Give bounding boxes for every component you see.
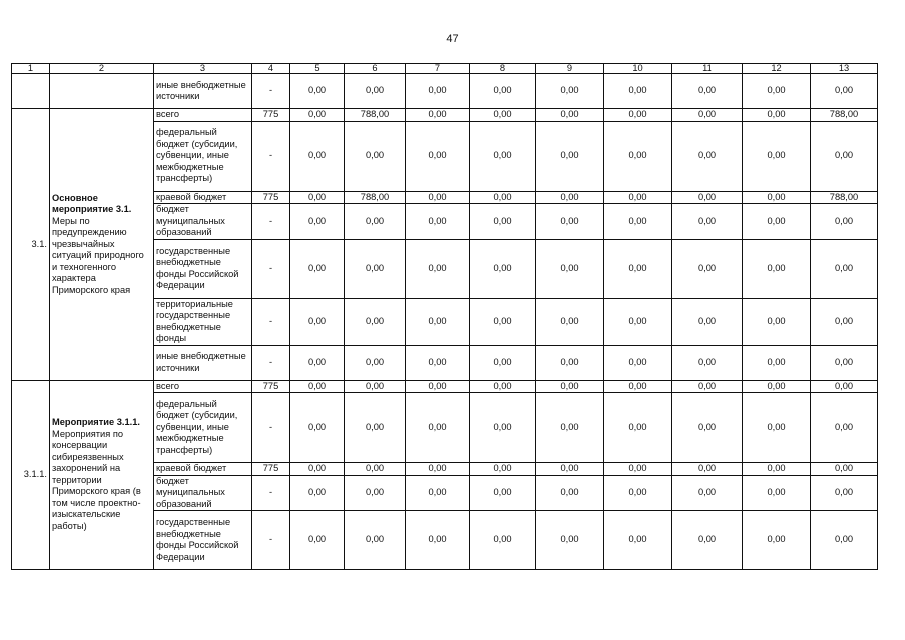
header-cell: 10 [604,64,672,74]
value-cell: 0,00 [470,191,536,204]
code-value-cell: - [252,121,290,191]
value-cell: 0,00 [743,109,811,122]
value-cell: 0,00 [672,239,743,298]
value-cell: 0,00 [470,239,536,298]
value-cell: 0,00 [536,109,604,122]
value-cell: 0,00 [743,74,811,109]
value-cell: 0,00 [672,191,743,204]
budget-table [11,63,878,570]
value-cell: 0,00 [604,393,672,463]
value-cell: 0,00 [811,511,878,570]
value-cell: 0,00 [406,74,470,109]
value-cell: 0,00 [672,475,743,511]
source-cell: всего [154,109,252,122]
value-cell: 0,00 [345,121,406,191]
value-cell: 0,00 [743,298,811,345]
value-cell: 0,00 [406,298,470,345]
code-value-cell: - [252,393,290,463]
source-cell: федеральный бюджет (субсидии, субвенции, иные межбюджетные трансферты) [154,393,252,463]
value-cell: 0,00 [290,121,345,191]
source-cell: государственные внебюджетные фонды Российской Федерации [154,511,252,570]
value-cell: 0,00 [743,380,811,393]
page-number: 47 [446,33,459,45]
value-cell: 0,00 [290,511,345,570]
header-cell: 2 [50,64,154,74]
value-cell: 0,00 [604,74,672,109]
value-cell: 0,00 [672,204,743,240]
value-cell: 0,00 [811,345,878,380]
value-cell: 0,00 [470,393,536,463]
header-cell: 13 [811,64,878,74]
entry-title: Основное мероприятие 3.1. [52,192,132,214]
value-cell: 0,00 [604,121,672,191]
code-value-cell: 775 [252,463,290,476]
code-value-cell: - [252,74,290,109]
value-cell: 0,00 [604,380,672,393]
value-cell: 0,00 [345,393,406,463]
value-cell: 0,00 [536,298,604,345]
value-cell: 0,00 [345,204,406,240]
code-value-cell: - [252,298,290,345]
value-cell: 0,00 [470,109,536,122]
value-cell: 0,00 [672,121,743,191]
source-cell: иные внебюджетные источники [154,74,252,109]
code-value-cell: - [252,345,290,380]
value-cell: 0,00 [743,393,811,463]
value-cell: 0,00 [536,475,604,511]
value-cell: 0,00 [672,463,743,476]
value-cell: 0,00 [604,475,672,511]
code-value-cell: - [252,204,290,240]
value-cell: 0,00 [743,475,811,511]
value-cell: 0,00 [345,511,406,570]
value-cell: 0,00 [743,121,811,191]
value-cell: 0,00 [406,511,470,570]
value-cell: 0,00 [536,511,604,570]
value-cell: 0,00 [290,191,345,204]
value-cell: 0,00 [604,298,672,345]
value-cell: 0,00 [811,380,878,393]
source-cell: государственные внебюджетные фонды Российской Федерации [154,239,252,298]
value-cell: 0,00 [470,380,536,393]
value-cell: 0,00 [406,380,470,393]
value-cell: 0,00 [290,463,345,476]
value-cell: 0,00 [536,204,604,240]
value-cell: 788,00 [811,191,878,204]
value-cell: 0,00 [470,511,536,570]
value-cell: 0,00 [604,345,672,380]
table-row [12,74,878,109]
header-cell: 12 [743,64,811,74]
value-cell: 0,00 [345,463,406,476]
code-value-cell: 775 [252,191,290,204]
value-cell: 0,00 [470,121,536,191]
value-cell: 0,00 [743,463,811,476]
value-cell: 0,00 [406,393,470,463]
entry-name [50,380,154,570]
code-value-cell: 775 [252,380,290,393]
value-cell: 0,00 [470,74,536,109]
source-cell: всего [154,380,252,393]
source-cell: бюджет муниципальных образований [154,204,252,240]
code-value-cell: - [252,511,290,570]
value-cell: 0,00 [406,345,470,380]
value-cell: 0,00 [470,345,536,380]
code-value-cell: - [252,475,290,511]
header-cell: 4 [252,64,290,74]
value-cell: 0,00 [604,511,672,570]
value-cell: 0,00 [406,475,470,511]
value-cell: 0,00 [672,109,743,122]
value-cell: 0,00 [672,380,743,393]
value-cell: 0,00 [345,475,406,511]
value-cell: 788,00 [811,109,878,122]
value-cell: 0,00 [470,298,536,345]
value-cell: 0,00 [743,204,811,240]
value-cell: 0,00 [406,109,470,122]
value-cell: 0,00 [406,239,470,298]
value-cell: 0,00 [672,511,743,570]
header-cell: 11 [672,64,743,74]
value-cell: 0,00 [811,298,878,345]
value-cell: 0,00 [406,191,470,204]
header-cell: 7 [406,64,470,74]
value-cell: 0,00 [406,463,470,476]
value-cell: 0,00 [536,239,604,298]
value-cell: 0,00 [811,393,878,463]
value-cell: 0,00 [743,511,811,570]
value-cell: 0,00 [604,109,672,122]
value-cell: 0,00 [811,239,878,298]
source-cell: краевой бюджет [154,191,252,204]
value-cell: 0,00 [290,393,345,463]
header-cell: 1 [12,64,50,74]
value-cell: 0,00 [470,475,536,511]
name-cell [50,74,154,109]
source-cell: федеральный бюджет (субсидии, субвенции, иные межбюджетные трансферты) [154,121,252,191]
header-cell: 3 [154,64,252,74]
value-cell: 788,00 [345,109,406,122]
value-cell: 0,00 [290,204,345,240]
value-cell: 0,00 [604,463,672,476]
source-cell: территориальные государственные внебюджетные фонды [154,298,252,345]
value-cell: 0,00 [345,345,406,380]
code-cell [12,74,50,109]
value-cell: 0,00 [406,121,470,191]
entry-title: Мероприятие 3.1.1. [52,417,140,428]
value-cell: 0,00 [290,298,345,345]
value-cell: 0,00 [290,345,345,380]
code-value-cell: - [252,239,290,298]
code-value-cell: 775 [252,109,290,122]
value-cell: 0,00 [743,191,811,204]
source-cell: иные внебюджетные источники [154,345,252,380]
value-cell: 0,00 [470,463,536,476]
value-cell: 0,00 [536,345,604,380]
value-cell: 0,00 [290,109,345,122]
header-cell: 8 [470,64,536,74]
entry-code: 3.1. [12,109,50,381]
value-cell: 0,00 [345,298,406,345]
value-cell: 0,00 [743,239,811,298]
value-cell: 0,00 [604,239,672,298]
value-cell: 0,00 [406,204,470,240]
value-cell: 0,00 [536,121,604,191]
header-row [12,64,878,74]
value-cell: 0,00 [672,393,743,463]
table-row [12,109,878,122]
source-cell: бюджет муниципальных образований [154,475,252,511]
value-cell: 0,00 [536,380,604,393]
entry-code: 3.1.1. [12,380,50,570]
header-cell: 5 [290,64,345,74]
value-cell: 0,00 [604,191,672,204]
value-cell: 0,00 [345,74,406,109]
value-cell: 0,00 [536,191,604,204]
value-cell: 0,00 [672,74,743,109]
value-cell: 0,00 [604,204,672,240]
value-cell: 0,00 [290,239,345,298]
value-cell: 0,00 [470,204,536,240]
value-cell: 0,00 [672,345,743,380]
value-cell: 788,00 [345,191,406,204]
value-cell: 0,00 [345,380,406,393]
value-cell: 0,00 [811,204,878,240]
value-cell: 0,00 [536,74,604,109]
value-cell: 0,00 [811,463,878,476]
value-cell: 0,00 [743,345,811,380]
header-cell: 9 [536,64,604,74]
table-row [12,380,878,393]
value-cell: 0,00 [345,239,406,298]
header-cell: 6 [345,64,406,74]
value-cell: 0,00 [672,298,743,345]
entry-description: Меры по предупреждению чрезвычайных ситуаций природного и техногенного характера Приморского края [52,215,144,295]
value-cell: 0,00 [811,475,878,511]
value-cell: 0,00 [290,74,345,109]
entry-name [50,109,154,381]
value-cell: 0,00 [536,463,604,476]
value-cell: 0,00 [290,380,345,393]
value-cell: 0,00 [290,475,345,511]
source-cell: краевой бюджет [154,463,252,476]
value-cell: 0,00 [536,393,604,463]
value-cell: 0,00 [811,121,878,191]
value-cell: 0,00 [811,74,878,109]
entry-description: Мероприятия по консервации сибиреязвенных захоронений на территории Приморского края (в том числе проектно-изыскательские работы) [52,428,141,531]
